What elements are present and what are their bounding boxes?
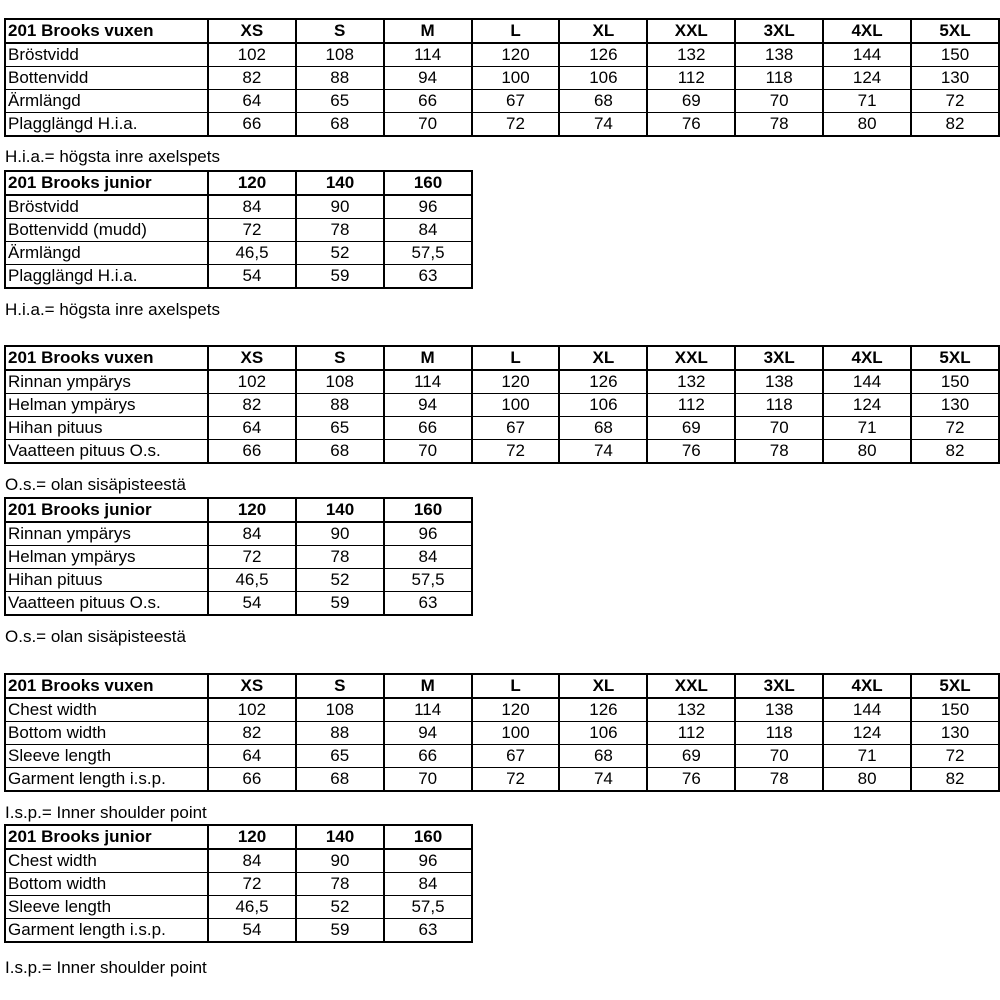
table-row — [5, 394, 999, 417]
size-header: XXL — [647, 346, 735, 370]
table-header-row — [5, 346, 999, 370]
measurement-value: 96 — [384, 849, 472, 873]
measurement-value: 66 — [384, 417, 472, 440]
measurement-value: 124 — [823, 722, 911, 745]
size-header: XXL — [647, 19, 735, 43]
measurement-value: 80 — [823, 768, 911, 792]
table-header-row — [5, 825, 472, 849]
measurement-label: Bröstvidd — [5, 43, 208, 67]
measurement-value: 82 — [911, 113, 999, 137]
adult-size-table — [4, 345, 1000, 464]
measurement-value: 66 — [384, 90, 472, 113]
measurement-value: 52 — [296, 896, 384, 919]
size-header: M — [384, 19, 472, 43]
adult-footnote: O.s.= olan sisäpisteestä — [5, 475, 186, 494]
measurement-value: 118 — [735, 67, 823, 90]
measurement-value: 64 — [208, 417, 296, 440]
measurement-label: Helman ympärys — [5, 394, 208, 417]
measurement-value: 52 — [296, 569, 384, 592]
table-row — [5, 522, 472, 546]
measurement-value: 84 — [208, 522, 296, 546]
size-header: XL — [559, 674, 647, 698]
measurement-value: 94 — [384, 67, 472, 90]
table-row — [5, 219, 472, 242]
measurement-value: 72 — [472, 440, 560, 464]
measurement-value: 66 — [384, 745, 472, 768]
measurement-value: 118 — [735, 722, 823, 745]
size-header: 5XL — [911, 346, 999, 370]
size-header: 3XL — [735, 346, 823, 370]
measurement-value: 63 — [384, 919, 472, 943]
measurement-value: 72 — [472, 768, 560, 792]
measurement-value: 70 — [384, 440, 472, 464]
junior-size-table — [4, 824, 473, 943]
measurement-value: 54 — [208, 265, 296, 289]
measurement-value: 66 — [208, 440, 296, 464]
table-row — [5, 546, 472, 569]
measurement-value: 76 — [647, 440, 735, 464]
measurement-value: 65 — [296, 745, 384, 768]
measurement-value: 84 — [384, 873, 472, 896]
measurement-value: 76 — [647, 768, 735, 792]
measurement-value: 112 — [647, 394, 735, 417]
measurement-value: 64 — [208, 90, 296, 113]
measurement-label: Ärmlängd — [5, 90, 208, 113]
measurement-value: 84 — [208, 849, 296, 873]
measurement-value: 138 — [735, 43, 823, 67]
measurement-value: 84 — [208, 195, 296, 219]
measurement-value: 66 — [208, 113, 296, 137]
measurement-value: 120 — [472, 370, 560, 394]
size-header: 4XL — [823, 346, 911, 370]
measurement-value: 106 — [559, 67, 647, 90]
measurement-value: 72 — [208, 873, 296, 896]
measurement-value: 71 — [823, 745, 911, 768]
measurement-value: 114 — [384, 370, 472, 394]
measurement-value: 68 — [296, 113, 384, 137]
measurement-value: 70 — [384, 113, 472, 137]
measurement-value: 106 — [559, 394, 647, 417]
measurement-value: 88 — [296, 722, 384, 745]
measurement-label: Bröstvidd — [5, 195, 208, 219]
size-header: L — [472, 19, 560, 43]
measurement-value: 82 — [911, 768, 999, 792]
measurement-value: 80 — [823, 113, 911, 137]
size-header: L — [472, 346, 560, 370]
table-header-row — [5, 498, 472, 522]
measurement-value: 46,5 — [208, 569, 296, 592]
measurement-value: 120 — [472, 698, 560, 722]
measurement-value: 100 — [472, 722, 560, 745]
measurement-value: 68 — [559, 90, 647, 113]
measurement-value: 90 — [296, 849, 384, 873]
size-header: 4XL — [823, 19, 911, 43]
size-header: 120 — [208, 171, 296, 195]
measurement-label: Helman ympärys — [5, 546, 208, 569]
junior-footnote: I.s.p.= Inner shoulder point — [5, 958, 207, 977]
measurement-value: 68 — [559, 745, 647, 768]
measurement-value: 67 — [472, 90, 560, 113]
measurement-value: 68 — [296, 440, 384, 464]
measurement-value: 124 — [823, 394, 911, 417]
measurement-value: 72 — [208, 219, 296, 242]
table-title: 201 Brooks vuxen — [5, 674, 208, 698]
size-header: XS — [208, 674, 296, 698]
measurement-value: 78 — [296, 219, 384, 242]
adult-size-table — [4, 18, 1000, 137]
measurement-value: 112 — [647, 67, 735, 90]
measurement-value: 78 — [296, 873, 384, 896]
measurement-label: Hihan pituus — [5, 569, 208, 592]
table-row — [5, 896, 472, 919]
measurement-value: 102 — [208, 43, 296, 67]
table-row — [5, 113, 999, 137]
measurement-value: 144 — [823, 43, 911, 67]
table-row — [5, 440, 999, 464]
measurement-label: Bottom width — [5, 873, 208, 896]
size-header: 120 — [208, 498, 296, 522]
junior-footnote: H.i.a.= högsta inre axelspets — [5, 300, 220, 319]
measurement-value: 72 — [472, 113, 560, 137]
table-row — [5, 370, 999, 394]
measurement-value: 57,5 — [384, 569, 472, 592]
measurement-value: 65 — [296, 90, 384, 113]
table-row — [5, 873, 472, 896]
measurement-value: 74 — [559, 768, 647, 792]
measurement-value: 132 — [647, 43, 735, 67]
measurement-value: 138 — [735, 370, 823, 394]
measurement-value: 130 — [911, 722, 999, 745]
measurement-label: Garment length i.s.p. — [5, 768, 208, 792]
size-header: 160 — [384, 498, 472, 522]
measurement-value: 114 — [384, 43, 472, 67]
measurement-value: 71 — [823, 90, 911, 113]
measurement-value: 70 — [735, 745, 823, 768]
table-row — [5, 417, 999, 440]
adult-footnote: I.s.p.= Inner shoulder point — [5, 803, 207, 822]
size-header: 120 — [208, 825, 296, 849]
measurement-value: 69 — [647, 90, 735, 113]
measurement-value: 66 — [208, 768, 296, 792]
measurement-label: Vaatteen pituus O.s. — [5, 440, 208, 464]
measurement-value: 84 — [384, 546, 472, 569]
measurement-value: 126 — [559, 698, 647, 722]
measurement-value: 72 — [911, 417, 999, 440]
table-row — [5, 698, 999, 722]
size-header: 160 — [384, 825, 472, 849]
measurement-value: 69 — [647, 417, 735, 440]
table-row — [5, 592, 472, 616]
measurement-value: 124 — [823, 67, 911, 90]
table-row — [5, 195, 472, 219]
measurement-value: 67 — [472, 417, 560, 440]
measurement-label: Bottenvidd (mudd) — [5, 219, 208, 242]
table-row — [5, 90, 999, 113]
measurement-value: 114 — [384, 698, 472, 722]
measurement-value: 54 — [208, 919, 296, 943]
measurement-value: 72 — [911, 90, 999, 113]
measurement-value: 63 — [384, 592, 472, 616]
junior-size-table — [4, 170, 473, 289]
measurement-value: 80 — [823, 440, 911, 464]
measurement-value: 150 — [911, 43, 999, 67]
measurement-value: 46,5 — [208, 896, 296, 919]
size-header: XS — [208, 19, 296, 43]
measurement-value: 78 — [296, 546, 384, 569]
size-header: XXL — [647, 674, 735, 698]
measurement-value: 82 — [208, 67, 296, 90]
measurement-value: 72 — [911, 745, 999, 768]
size-header: 160 — [384, 171, 472, 195]
table-row — [5, 768, 999, 792]
measurement-value: 96 — [384, 522, 472, 546]
measurement-label: Garment length i.s.p. — [5, 919, 208, 943]
measurement-value: 88 — [296, 67, 384, 90]
size-header: 3XL — [735, 19, 823, 43]
measurement-value: 100 — [472, 394, 560, 417]
size-header: 140 — [296, 825, 384, 849]
size-header: S — [296, 346, 384, 370]
measurement-value: 96 — [384, 195, 472, 219]
measurement-value: 54 — [208, 592, 296, 616]
measurement-label: Vaatteen pituus O.s. — [5, 592, 208, 616]
table-header-row — [5, 674, 999, 698]
measurement-value: 108 — [296, 370, 384, 394]
measurement-label: Rinnan ympärys — [5, 522, 208, 546]
measurement-value: 57,5 — [384, 896, 472, 919]
measurement-value: 64 — [208, 745, 296, 768]
measurement-value: 88 — [296, 394, 384, 417]
size-header: M — [384, 674, 472, 698]
measurement-value: 106 — [559, 722, 647, 745]
table-title: 201 Brooks junior — [5, 498, 208, 522]
adult-size-table — [4, 673, 1000, 792]
measurement-value: 102 — [208, 370, 296, 394]
measurement-label: Plagglängd H.i.a. — [5, 113, 208, 137]
measurement-label: Bottenvidd — [5, 67, 208, 90]
measurement-value: 126 — [559, 43, 647, 67]
measurement-value: 150 — [911, 698, 999, 722]
table-title: 201 Brooks vuxen — [5, 346, 208, 370]
table-row — [5, 745, 999, 768]
measurement-value: 59 — [296, 919, 384, 943]
measurement-value: 59 — [296, 265, 384, 289]
measurement-label: Plagglängd H.i.a. — [5, 265, 208, 289]
measurement-value: 74 — [559, 113, 647, 137]
measurement-value: 67 — [472, 745, 560, 768]
measurement-value: 70 — [384, 768, 472, 792]
table-header-row — [5, 19, 999, 43]
measurement-label: Sleeve length — [5, 896, 208, 919]
measurement-value: 132 — [647, 370, 735, 394]
measurement-label: Hihan pituus — [5, 417, 208, 440]
measurement-value: 112 — [647, 722, 735, 745]
measurement-label: Rinnan ympärys — [5, 370, 208, 394]
measurement-value: 52 — [296, 242, 384, 265]
measurement-value: 138 — [735, 698, 823, 722]
size-header: S — [296, 674, 384, 698]
measurement-value: 118 — [735, 394, 823, 417]
size-header: XS — [208, 346, 296, 370]
measurement-value: 71 — [823, 417, 911, 440]
measurement-value: 69 — [647, 745, 735, 768]
table-row — [5, 265, 472, 289]
measurement-value: 150 — [911, 370, 999, 394]
size-header: S — [296, 19, 384, 43]
measurement-value: 82 — [208, 394, 296, 417]
table-row — [5, 569, 472, 592]
measurement-value: 78 — [735, 768, 823, 792]
size-header: 5XL — [911, 19, 999, 43]
table-title: 201 Brooks junior — [5, 825, 208, 849]
size-header: 140 — [296, 171, 384, 195]
measurement-value: 70 — [735, 90, 823, 113]
table-title: 201 Brooks junior — [5, 171, 208, 195]
size-header: 140 — [296, 498, 384, 522]
measurement-label: Ärmlängd — [5, 242, 208, 265]
adult-footnote: H.i.a.= högsta inre axelspets — [5, 147, 220, 166]
table-row — [5, 849, 472, 873]
measurement-value: 82 — [911, 440, 999, 464]
measurement-value: 59 — [296, 592, 384, 616]
table-header-row — [5, 171, 472, 195]
table-row — [5, 67, 999, 90]
measurement-value: 57,5 — [384, 242, 472, 265]
measurement-value: 90 — [296, 522, 384, 546]
measurement-value: 126 — [559, 370, 647, 394]
measurement-label: Bottom width — [5, 722, 208, 745]
measurement-value: 74 — [559, 440, 647, 464]
size-header: 4XL — [823, 674, 911, 698]
measurement-value: 70 — [735, 417, 823, 440]
size-header: 5XL — [911, 674, 999, 698]
size-header: XL — [559, 19, 647, 43]
measurement-value: 82 — [208, 722, 296, 745]
measurement-value: 46,5 — [208, 242, 296, 265]
measurement-value: 68 — [296, 768, 384, 792]
measurement-value: 65 — [296, 417, 384, 440]
measurement-value: 108 — [296, 698, 384, 722]
junior-footnote: O.s.= olan sisäpisteestä — [5, 627, 186, 646]
measurement-value: 63 — [384, 265, 472, 289]
measurement-value: 100 — [472, 67, 560, 90]
table-title: 201 Brooks vuxen — [5, 19, 208, 43]
measurement-value: 72 — [208, 546, 296, 569]
measurement-value: 94 — [384, 722, 472, 745]
measurement-value: 90 — [296, 195, 384, 219]
table-row — [5, 242, 472, 265]
measurement-label: Chest width — [5, 698, 208, 722]
size-header: M — [384, 346, 472, 370]
measurement-value: 144 — [823, 370, 911, 394]
measurement-value: 132 — [647, 698, 735, 722]
table-row — [5, 43, 999, 67]
measurement-value: 130 — [911, 67, 999, 90]
measurement-value: 144 — [823, 698, 911, 722]
junior-size-table — [4, 497, 473, 616]
size-header: XL — [559, 346, 647, 370]
measurement-value: 102 — [208, 698, 296, 722]
size-header: 3XL — [735, 674, 823, 698]
measurement-label: Chest width — [5, 849, 208, 873]
measurement-value: 120 — [472, 43, 560, 67]
measurement-value: 78 — [735, 440, 823, 464]
measurement-value: 94 — [384, 394, 472, 417]
table-row — [5, 722, 999, 745]
measurement-value: 108 — [296, 43, 384, 67]
table-row — [5, 919, 472, 943]
measurement-value: 84 — [384, 219, 472, 242]
size-header: L — [472, 674, 560, 698]
measurement-value: 130 — [911, 394, 999, 417]
measurement-value: 68 — [559, 417, 647, 440]
measurement-value: 78 — [735, 113, 823, 137]
measurement-value: 76 — [647, 113, 735, 137]
measurement-label: Sleeve length — [5, 745, 208, 768]
